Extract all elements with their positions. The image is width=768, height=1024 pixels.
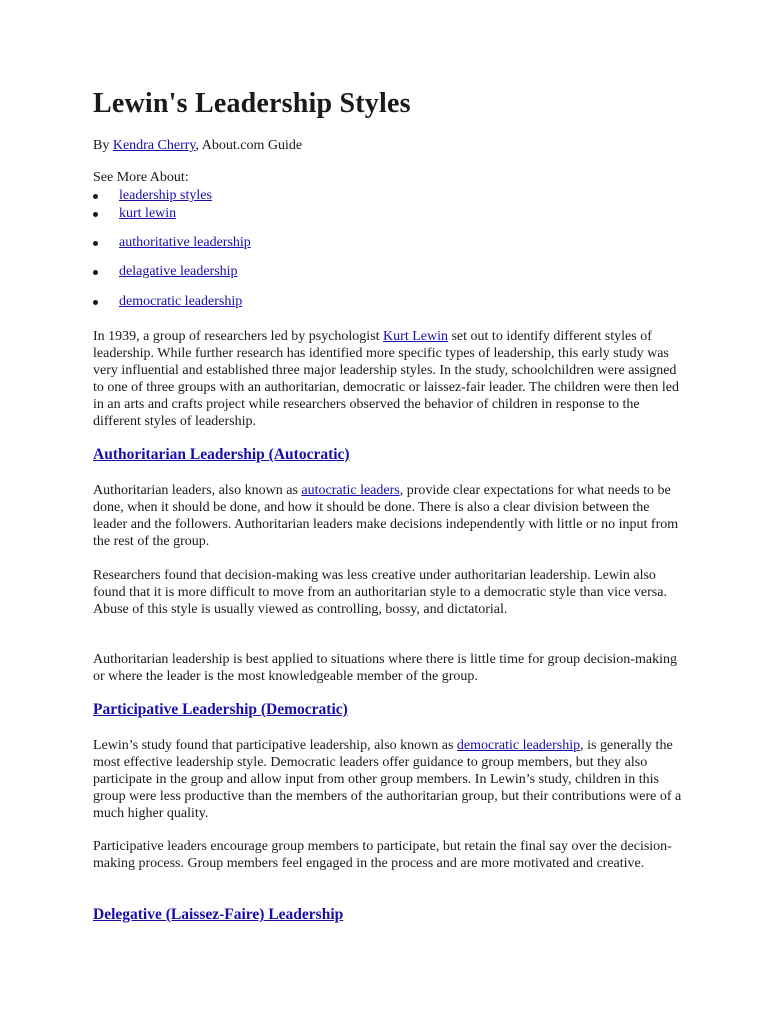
bullet-icon [93, 194, 98, 199]
participative-p1-after: , is generally the most effective leadership style. Democratic leaders offer guidance to group members, but they also participate in the group and allow input from other group members. In Lewin’s study, children in this group were less productive than the members of the authoritarian group, but their contributions were of a much higher quality. [93, 738, 682, 821]
authoritarian-p1-after: , provide clear expectations for what needs to be done, when it should be done, and how it should be done. There is also a clear division between the leader and the followers. Authoritarian leaders make decisions independently with little or no input from the rest of the group. [93, 483, 679, 549]
link-democratic-leadership[interactable]: democratic leadership [119, 294, 243, 309]
link-delagative-leadership[interactable]: delagative leadership [119, 264, 238, 279]
autocratic-leaders-link[interactable]: autocratic leaders [301, 483, 400, 498]
byline-suffix: , About.com Guide [195, 138, 303, 153]
intro-text-before: In 1939, a group of researchers led by psychologist [93, 329, 384, 344]
link-leadership-styles[interactable]: leadership styles [119, 188, 212, 203]
kurt-lewin-link[interactable]: Kurt Lewin [383, 329, 448, 344]
authoritarian-heading-link[interactable]: Authoritarian Leadership (Autocratic) [93, 446, 350, 463]
section-heading-participative [93, 701, 348, 719]
author-link[interactable]: Kendra Cherry [112, 138, 196, 153]
link-authoritative-leadership[interactable]: authoritative leadership [119, 235, 251, 250]
list-item [113, 188, 212, 204]
page-title: Lewin's Leadership Styles [93, 88, 411, 119]
democratic-leadership-link[interactable]: democratic leadership [456, 738, 581, 753]
link-kurt-lewin[interactable]: kurt lewin [119, 206, 177, 221]
section-heading-authoritarian [93, 446, 350, 464]
see-more-label: See More About: [93, 170, 189, 185]
list-item [113, 294, 242, 310]
authoritarian-paragraph-3: Authoritarian leadership is best applied to situations where there is little time for group decision-making or where the leader is the most knowledgeable member of the group. [93, 652, 677, 684]
bullet-icon [93, 241, 98, 246]
delegative-heading-link[interactable]: Delegative (Laissez-Faire) Leadership [93, 906, 344, 923]
section-heading-delegative [93, 906, 343, 924]
intro-text-after: set out to identify different styles of leadership. While further research has identified more specific types of leadership, this early study was very influential and established three major leadership styles. In the study, schoolchildren were assigned to one of three groups with an authoritarian, democratic or laissez-fair leader. The children were then led in an arts and crafts project while researchers observed the behavior of children in response to the different styles of leadership. [93, 329, 679, 429]
list-item [113, 206, 176, 222]
participative-p1-before: Lewin’s study found that participative leadership, also known as [93, 738, 457, 753]
intro-paragraph [93, 328, 685, 430]
bullet-icon [93, 300, 98, 305]
bullet-icon [93, 270, 98, 275]
authoritarian-paragraph-2: Researchers found that decision-making was less creative under authoritarian leadership. Lewin also found that it is more difficult to move from an authoritarian style to a democratic style than vice versa. Abuse of this style is usually viewed as controlling, bossy, and dictatorial. [93, 568, 667, 617]
authoritarian-paragraph-1 [93, 482, 685, 550]
participative-heading-link[interactable]: Participative Leadership (Democratic) [93, 701, 348, 718]
list-item [113, 264, 238, 280]
byline [93, 138, 302, 154]
byline-prefix: By [93, 138, 113, 153]
list-item [113, 235, 251, 251]
participative-paragraph-1 [93, 737, 685, 822]
participative-paragraph-2: Participative leaders encourage group members to participate, but retain the final say over the decision-making process. Group members feel engaged in the process and are more motivated and creative. [93, 839, 672, 871]
bullet-icon [93, 212, 98, 217]
authoritarian-p1-before: Authoritarian leaders, also known as [93, 483, 302, 498]
